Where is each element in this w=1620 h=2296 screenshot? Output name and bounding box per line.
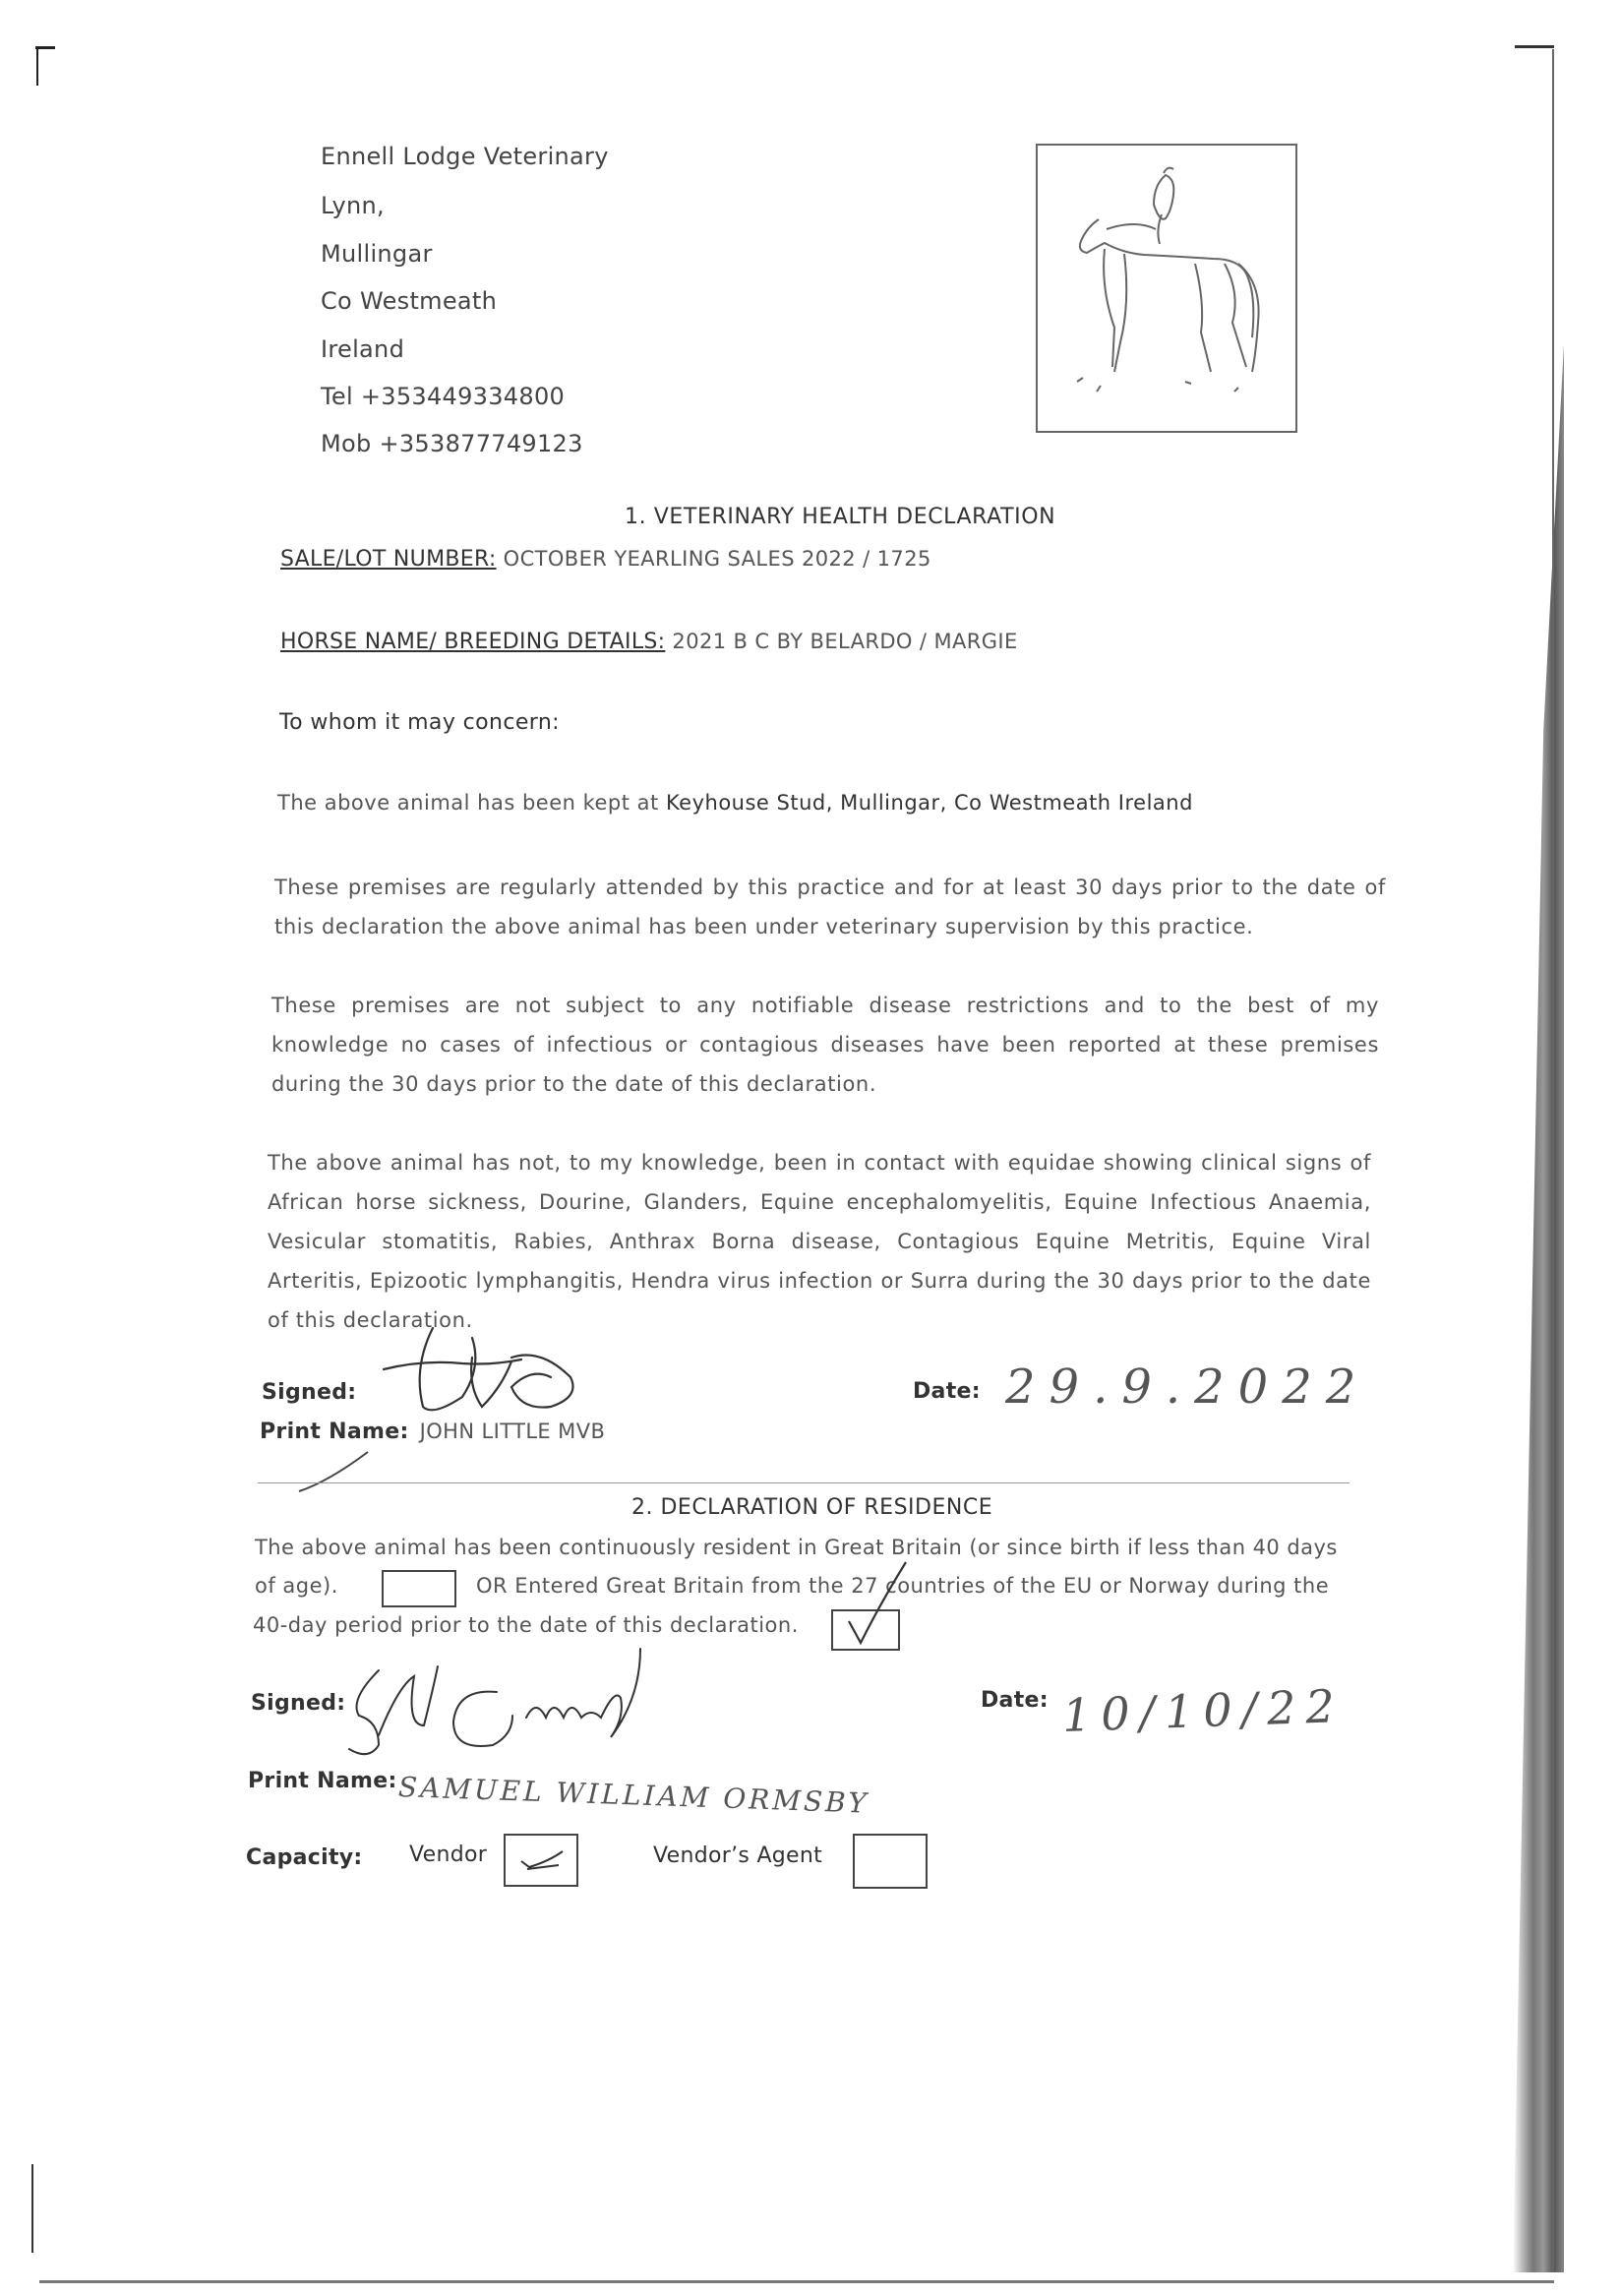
- eu-entry-checkbox[interactable]: [831, 1609, 900, 1651]
- supervision-paragraph: These premises are regularly attended by this practice and for at least 30 days prior to the date of this declaration the above animal has been under veterinary supervision by this practice.: [274, 876, 1386, 938]
- vendor-signature: [339, 1662, 762, 1771]
- horse-details-label: HORSE NAME/ BREEDING DETAILS:: [280, 630, 666, 654]
- vet-date-value: 29.9.2022: [1005, 1359, 1370, 1415]
- vendor-print-name-value: SAMUEL WILLIAM ORMSBY: [397, 1771, 870, 1820]
- kept-at-statement: [277, 791, 1193, 815]
- page-edge-right: [1552, 49, 1554, 2272]
- horse-details-value: 2021 B C BY BELARDO / MARGIE: [665, 630, 1018, 653]
- contact-paragraph: The above animal has not, to my knowledge, been in contact with equidae showing clinical signs of African horse sickness, Dourine, Glanders, Equine encephalomyelitis, Equine Infectious Anaemia, Vesicular stomatitis, Rabies, Anthrax Borna disease, Contagious Equine Metritis, Equine Viral Arteritis, Epizootic lymphangitis, Hendra virus infection or Surra during the 30 days prior to the date of this declaration.: [268, 1151, 1371, 1332]
- vendor-agent-option-label: Vendor’s Agent: [653, 1843, 823, 1868]
- vendor-checkbox[interactable]: [504, 1834, 578, 1887]
- horse-details-row: [280, 630, 1018, 654]
- vet-date-label: Date:: [913, 1379, 981, 1404]
- gb-resident-checkbox[interactable]: [382, 1570, 456, 1607]
- vendor-option-label: Vendor: [409, 1843, 488, 1867]
- page-shadow-right: [1513, 344, 1564, 2272]
- residence-line-1: The above animal has been continuously resident in Great Britain (or since birth if less than 40 days: [255, 1536, 1338, 1559]
- practice-address-line: Lynn,: [321, 192, 385, 219]
- section-2-heading: 2. DECLARATION OF RESIDENCE: [631, 1495, 993, 1520]
- residence-line-2b: OR Entered Great Britain from the 27 countries of the EU or Norway during the: [476, 1574, 1330, 1598]
- sale-lot-value: OCTOBER YEARLING SALES 2022 / 1725: [496, 547, 931, 571]
- vet-print-name-row: [260, 1420, 605, 1444]
- vendor-date-label: Date:: [981, 1688, 1049, 1713]
- horse-and-rider-sketch-icon: [1038, 146, 1295, 431]
- kept-at-location: Keyhouse Stud, Mullingar, Co Westmeath Ireland: [665, 791, 1193, 815]
- practice-address-line: Mullingar: [321, 240, 433, 268]
- section-divider: [258, 1482, 1350, 1483]
- scan-edge-top-right: [1515, 45, 1554, 48]
- pen-mark: [295, 1446, 374, 1495]
- residence-line-2a: of age).: [255, 1574, 338, 1598]
- vendor-print-name-label: Print Name:: [248, 1769, 397, 1793]
- practice-name: Ennell Lodge Veterinary: [321, 143, 609, 170]
- vendor-agent-checkbox[interactable]: [853, 1834, 928, 1889]
- section-1-heading: 1. VETERINARY HEALTH DECLARATION: [625, 505, 1056, 529]
- vendor-date-value: 10/10/22: [1061, 1679, 1346, 1742]
- practice-address-line: Co Westmeath: [321, 287, 498, 315]
- salutation: To whom it may concern:: [279, 710, 560, 735]
- disease-restriction-paragraph: These premises are not subject to any notifiable disease restrictions and to the best of my knowledge no cases of infectious or contagious diseases have been reported at these premises during the 30 days prior to the date of this declaration.: [271, 994, 1379, 1096]
- vet-print-name-label: Print Name:: [260, 1420, 409, 1444]
- vet-signed-label: Signed:: [262, 1380, 357, 1405]
- sale-lot-label: SALE/LOT NUMBER:: [280, 547, 497, 572]
- check-mark-icon: [829, 1562, 918, 1651]
- scan-edge-bottom: [39, 2280, 1554, 2283]
- check-mark-icon: [506, 1836, 576, 1885]
- capacity-label: Capacity:: [246, 1845, 363, 1870]
- sale-lot-row: [280, 547, 931, 572]
- vet-signature: [374, 1318, 600, 1426]
- vet-print-name-value: JOHN LITTLE MVB: [419, 1420, 606, 1443]
- practice-telephone: Tel +353449334800: [321, 383, 566, 410]
- scan-edge-left: [36, 46, 38, 86]
- kept-at-text: The above animal has been kept at: [277, 791, 666, 815]
- scan-edge-top-left: [35, 46, 55, 49]
- vendor-signed-label: Signed:: [251, 1691, 346, 1716]
- practice-logo: [1036, 144, 1297, 433]
- residence-line-3: 40-day period prior to the date of this declaration.: [253, 1613, 799, 1637]
- practice-mobile: Mob +353877749123: [321, 430, 583, 457]
- practice-address-line: Ireland: [321, 335, 405, 363]
- scan-edge-bottom-left: [31, 2164, 33, 2253]
